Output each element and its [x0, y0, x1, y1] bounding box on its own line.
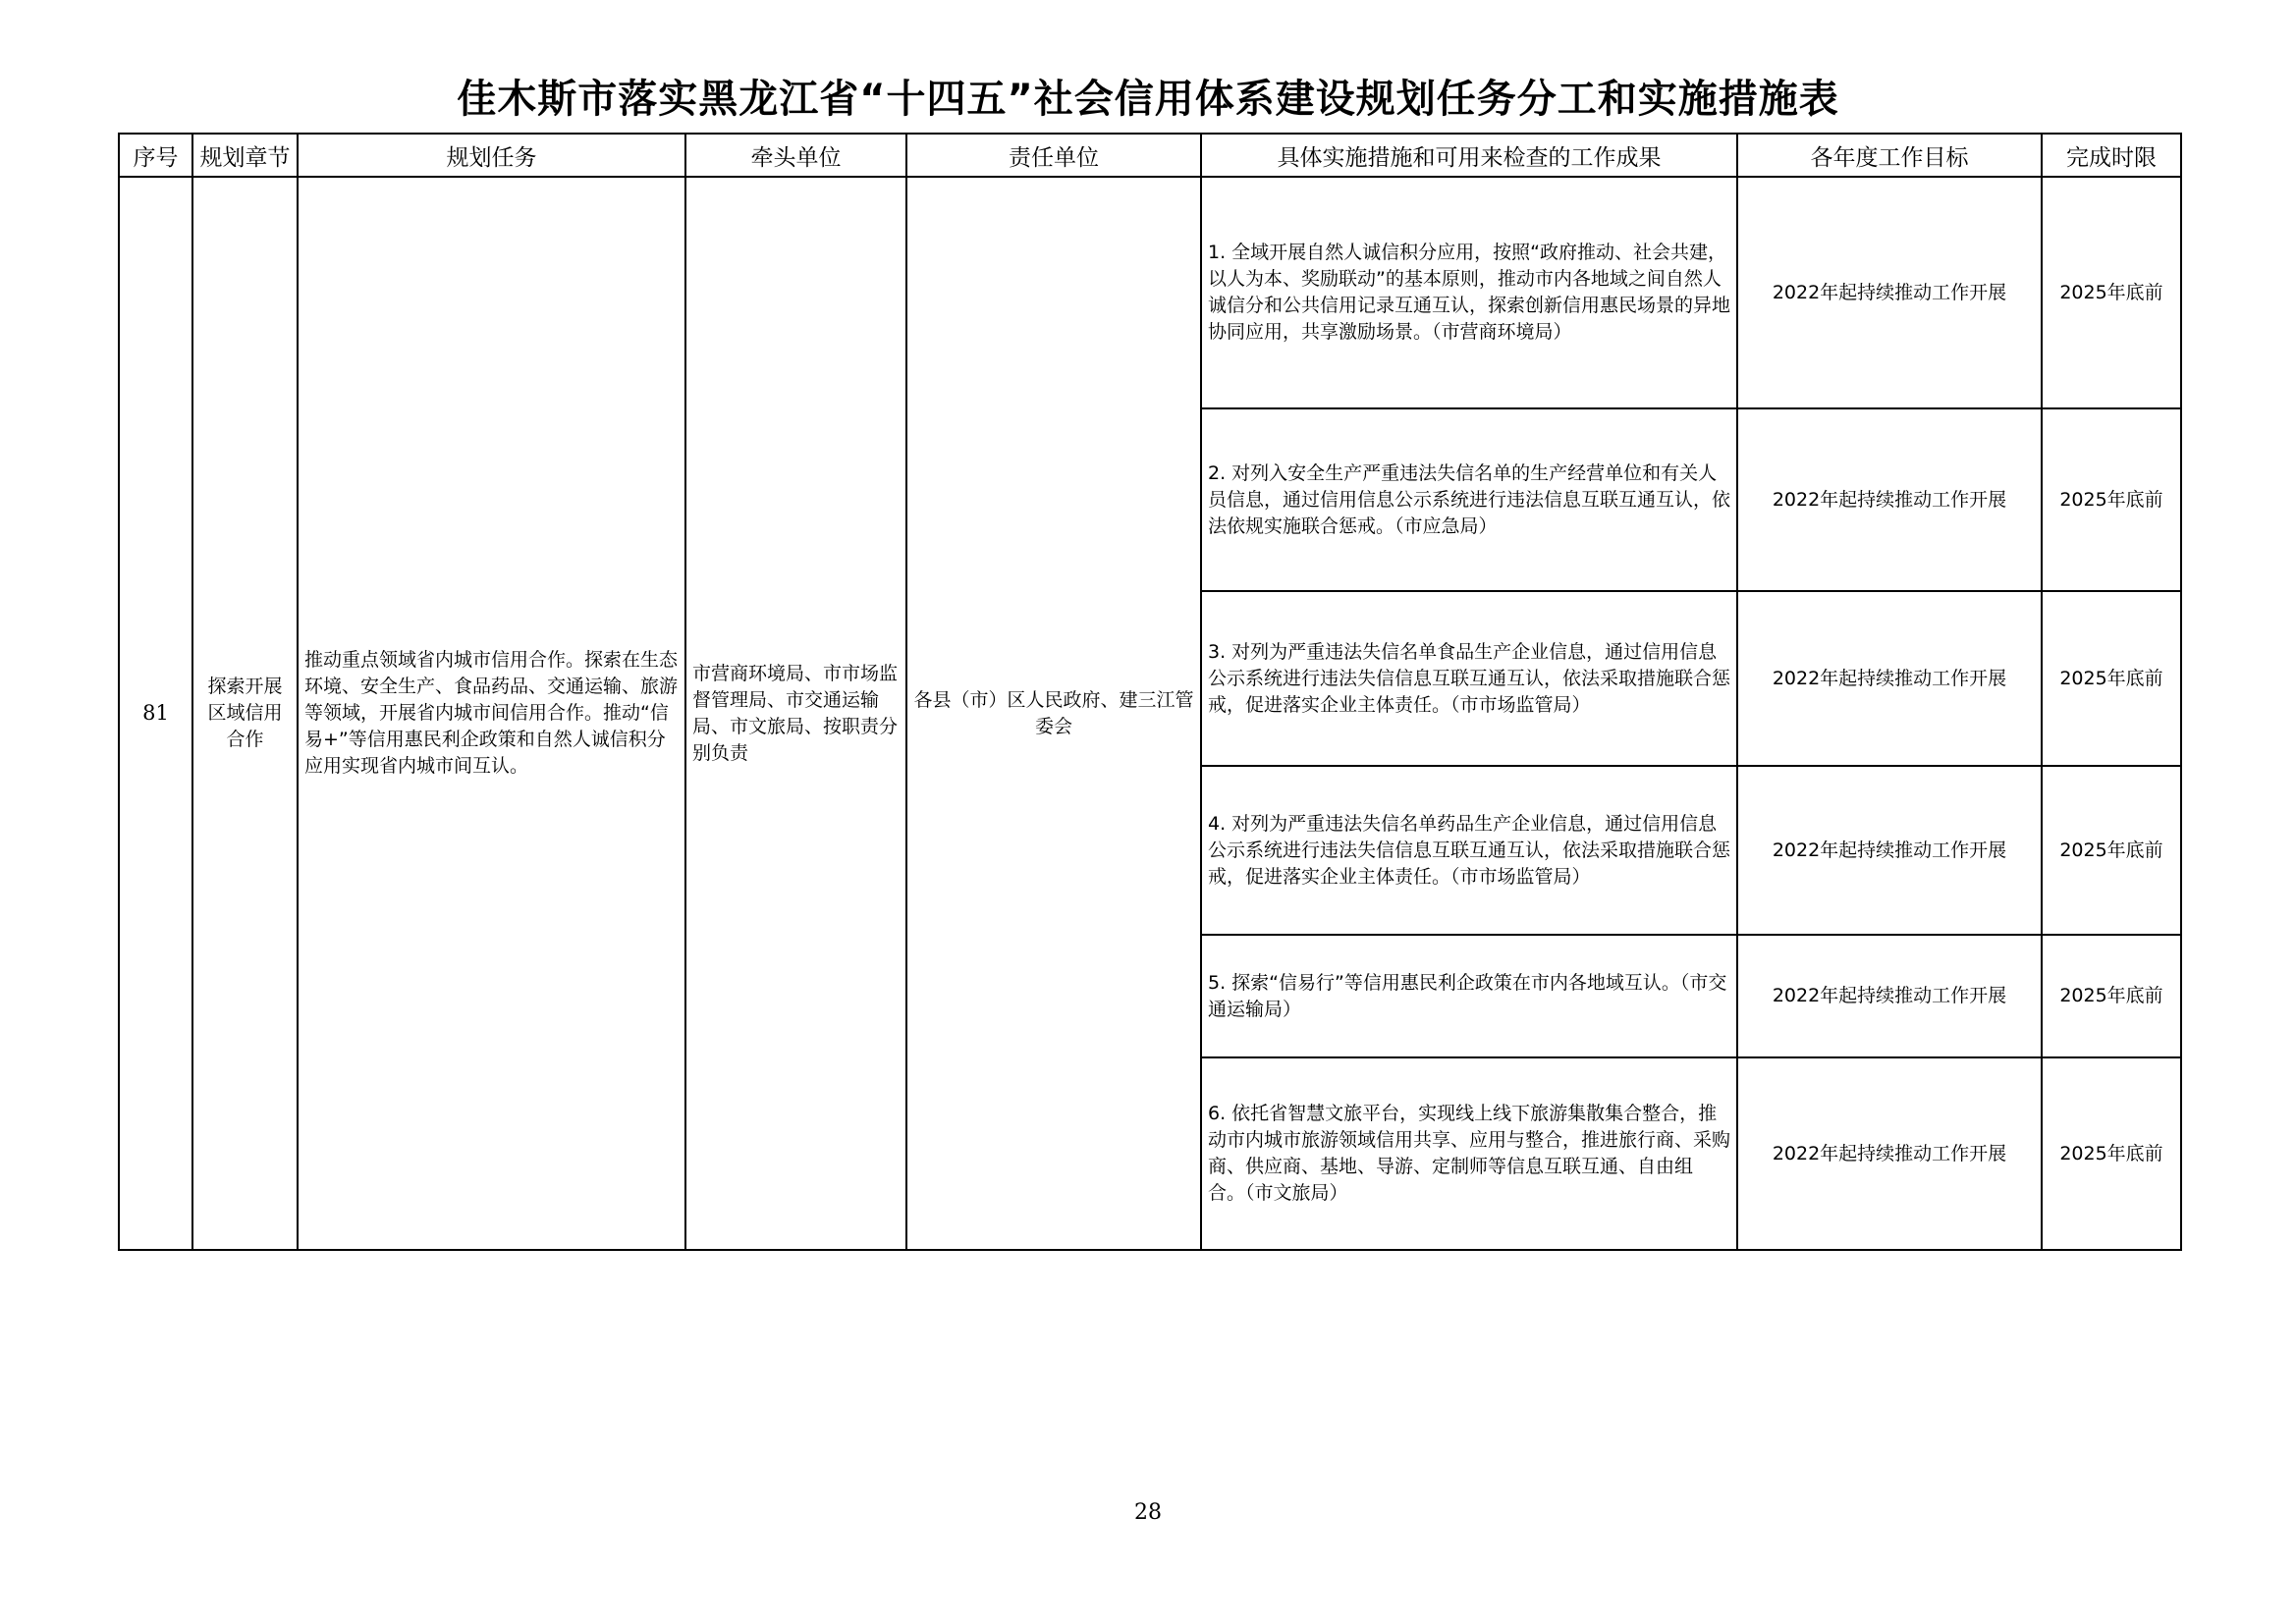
- measure-deadline: 2025年底前: [2042, 591, 2181, 766]
- measure-text: 3. 对列为严重违法失信名单食品生产企业信息，通过信用信息公示系统进行违法失信信息互联互通互认，依法采取措施联合惩戒，促进落实企业主体责任。（市市场监管局）: [1201, 591, 1737, 766]
- header-row: [119, 134, 2181, 177]
- page-title: 佳木斯市落实黑龙江省“十四五”社会信用体系建设规划任务分工和实施措施表: [457, 77, 1839, 122]
- task-table: [118, 133, 2182, 1251]
- measure-goal: 2022年起持续推动工作开展: [1737, 408, 2042, 591]
- row-responsible-unit: 各县（市）区人民政府、建三江管委会: [906, 177, 1201, 1250]
- measure-deadline: 2025年底前: [2042, 935, 2181, 1057]
- measure-goal: 2022年起持续推动工作开展: [1737, 177, 2042, 408]
- measure-deadline: 2025年底前: [2042, 1057, 2181, 1250]
- header-number: 序号: [119, 134, 192, 177]
- header-task: 规划任务: [298, 134, 685, 177]
- row-task: 推动重点领域省内城市信用合作。探索在生态环境、安全生产、食品药品、交通运输、旅游等领域，开展省内城市间信用合作。推动“信易+”等信用惠民利企政策和自然人诚信积分应用实现省内城市间互认。: [298, 177, 685, 1250]
- header-chapter: 规划章节: [192, 134, 298, 177]
- measure-deadline: 2025年底前: [2042, 766, 2181, 935]
- measure-text: 5. 探索“信易行”等信用惠民利企政策在市内各地域互认。（市交通运输局）: [1201, 935, 1737, 1057]
- row-lead-unit: 市营商环境局、市市场监督管理局、市交通运输局、市文旅局、按职责分别负责: [685, 177, 906, 1250]
- measure-text: 4. 对列为严重违法失信名单药品生产企业信息，通过信用信息公示系统进行违法失信信息互联互通互认，依法采取措施联合惩戒，促进落实企业主体责任。（市市场监管局）: [1201, 766, 1737, 935]
- measure-deadline: 2025年底前: [2042, 408, 2181, 591]
- measure-deadline: 2025年底前: [2042, 177, 2181, 408]
- header-responsible-unit: 责任单位: [906, 134, 1201, 177]
- measure-goal: 2022年起持续推动工作开展: [1737, 935, 2042, 1057]
- header-annual-goal: 各年度工作目标: [1737, 134, 2042, 177]
- measure-text: 2. 对列入安全生产严重违法失信名单的生产经营单位和有关人员信息，通过信用信息公示系统进行违法信息互联互通互认，依法依规实施联合惩戒。（市应急局）: [1201, 408, 1737, 591]
- row-chapter: 探索开展区域信用合作: [192, 177, 298, 1250]
- header-lead-unit: 牵头单位: [685, 134, 906, 177]
- header-measures: 具体实施措施和可用来检查的工作成果: [1201, 134, 1737, 177]
- table-row: [119, 177, 2181, 408]
- header-deadline: 完成时限: [2042, 134, 2181, 177]
- page-number: 28: [1134, 1500, 1162, 1525]
- measure-goal: 2022年起持续推动工作开展: [1737, 766, 2042, 935]
- row-number: 81: [119, 177, 192, 1250]
- measure-text: 6. 依托省智慧文旅平台，实现线上线下旅游集散集合整合，推动市内城市旅游领域信用共享、应用与整合，推进旅行商、采购商、供应商、基地、导游、定制师等信息互联互通、自由组合。（市文旅局）: [1201, 1057, 1737, 1250]
- measure-goal: 2022年起持续推动工作开展: [1737, 1057, 2042, 1250]
- measure-text: 1. 全域开展自然人诚信积分应用，按照“政府推动、社会共建，以人为本、奖励联动”的基本原则，推动市内各地域之间自然人诚信分和公共信用记录互通互认，探索创新信用惠民场景的异地协同应用，共享激励场景。（市营商环境局）: [1201, 177, 1737, 408]
- measure-goal: 2022年起持续推动工作开展: [1737, 591, 2042, 766]
